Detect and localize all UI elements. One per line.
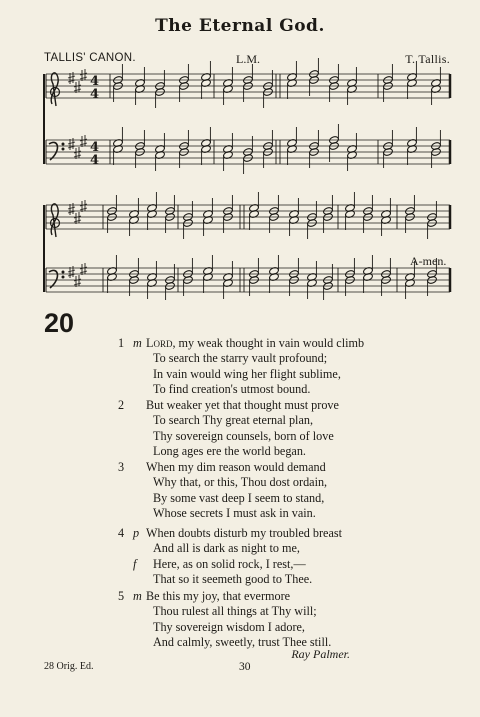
treble-clef-icon bbox=[51, 73, 58, 106]
line-text: Why that, or this, Thou dost ordain, bbox=[153, 475, 328, 490]
stanza bbox=[118, 398, 339, 459]
stanza-line bbox=[118, 444, 339, 459]
sharp-icon bbox=[80, 263, 87, 275]
line-text: And calmly, sweetly, trust Thee still. bbox=[153, 634, 332, 649]
composer-name: T. Tallis. bbox=[405, 52, 450, 66]
verse-number: 1 bbox=[118, 336, 125, 350]
bass-clef-icon bbox=[62, 143, 64, 145]
verse-number: 2 bbox=[118, 398, 125, 412]
verse-number: 5 bbox=[118, 589, 125, 603]
line-text: Be this my joy, that evermore bbox=[146, 589, 291, 603]
line-text: To search the starry vault profound; bbox=[153, 351, 328, 366]
stanza-line bbox=[118, 491, 327, 506]
line-text: And all is dark as night to me, bbox=[153, 541, 300, 556]
stanza-line bbox=[118, 398, 339, 413]
sharp-icon bbox=[74, 81, 81, 93]
stanza-line bbox=[118, 557, 342, 572]
line-text: To search Thy great eternal plan, bbox=[153, 413, 313, 428]
line-text: Thou rulest all things at Thy will; bbox=[153, 604, 317, 619]
line-text: In vain would wing her flight sublime, bbox=[153, 366, 341, 381]
dynamic-mark: p bbox=[133, 526, 140, 540]
stanza-line bbox=[118, 460, 327, 475]
sharp-icon bbox=[80, 135, 87, 147]
line-text: By some vast deep I seem to stand, bbox=[153, 490, 325, 505]
bass-clef-icon bbox=[49, 270, 57, 288]
time-signature: 4 bbox=[90, 153, 100, 168]
line-text: But weaker yet that thought must prove bbox=[146, 398, 339, 412]
stanza-line bbox=[118, 382, 364, 397]
dynamic-mark: f bbox=[133, 556, 137, 571]
meter-label: L.M. bbox=[236, 52, 260, 66]
time-signature: 4 bbox=[90, 74, 100, 89]
treble-clef-icon bbox=[51, 204, 58, 237]
line-text: Thy sovereign counsels, born of love bbox=[153, 428, 334, 443]
stanza bbox=[118, 336, 364, 397]
stanza bbox=[118, 460, 327, 521]
hymn-number: 20 bbox=[44, 308, 75, 338]
sharp-icon bbox=[74, 147, 81, 159]
verse-number: 4 bbox=[118, 526, 125, 540]
line-text: Lord, my weak thought in vain would climb bbox=[146, 336, 365, 350]
line-text: Here, as on solid rock, I rest,— bbox=[153, 556, 306, 571]
verse-number: 3 bbox=[118, 460, 125, 474]
stanza-line bbox=[118, 541, 342, 556]
bass-clef-icon bbox=[62, 276, 64, 278]
line-text: Thy sovereign wisdom I adore, bbox=[153, 619, 305, 634]
line-text: When doubts disturb my troubled breast bbox=[146, 526, 342, 540]
stanza-line bbox=[118, 604, 331, 619]
dynamic-mark: m bbox=[133, 589, 142, 603]
line-text: That so it seemeth good to Thee. bbox=[153, 571, 313, 586]
stanza bbox=[118, 589, 331, 650]
bass-clef-icon bbox=[62, 271, 64, 273]
tune-name: TALLIS' CANON. bbox=[44, 52, 136, 64]
line-text: When my dim reason would demand bbox=[146, 460, 326, 474]
sharp-icon bbox=[74, 212, 81, 224]
stanza bbox=[118, 526, 342, 587]
stanza-line bbox=[118, 526, 342, 541]
sharp-icon bbox=[80, 200, 87, 212]
page-title: The Eternal God. bbox=[155, 16, 325, 36]
stanza-line bbox=[118, 413, 339, 428]
author-name: Ray Palmer. bbox=[291, 647, 350, 661]
bass-clef-icon bbox=[62, 148, 64, 150]
stanza-line bbox=[118, 620, 331, 635]
time-signature: 4 bbox=[90, 140, 100, 155]
music-score bbox=[0, 0, 480, 300]
edition-note: 28 Orig. Ed. bbox=[44, 661, 94, 672]
stanza-line bbox=[118, 506, 327, 521]
time-signature: 4 bbox=[90, 87, 100, 102]
stanza-line bbox=[118, 351, 364, 366]
line-text: Long ages ere the world began. bbox=[153, 443, 306, 458]
dynamic-mark: m bbox=[133, 336, 142, 350]
sharp-icon bbox=[80, 69, 87, 81]
sharp-icon bbox=[74, 275, 81, 287]
stanza-line bbox=[118, 367, 364, 382]
stanza-line bbox=[118, 475, 327, 490]
line-text: To find creation's utmost bound. bbox=[153, 381, 311, 396]
stanza-line bbox=[118, 429, 339, 444]
line-text: Whose secrets I must ask in vain. bbox=[153, 505, 316, 520]
bass-clef-icon bbox=[49, 142, 57, 160]
stanza-line bbox=[118, 572, 342, 587]
page-number: 30 bbox=[239, 661, 251, 673]
amen-label: A-men. bbox=[410, 254, 447, 268]
stanza-line bbox=[118, 336, 364, 351]
stanza-line bbox=[118, 589, 331, 604]
